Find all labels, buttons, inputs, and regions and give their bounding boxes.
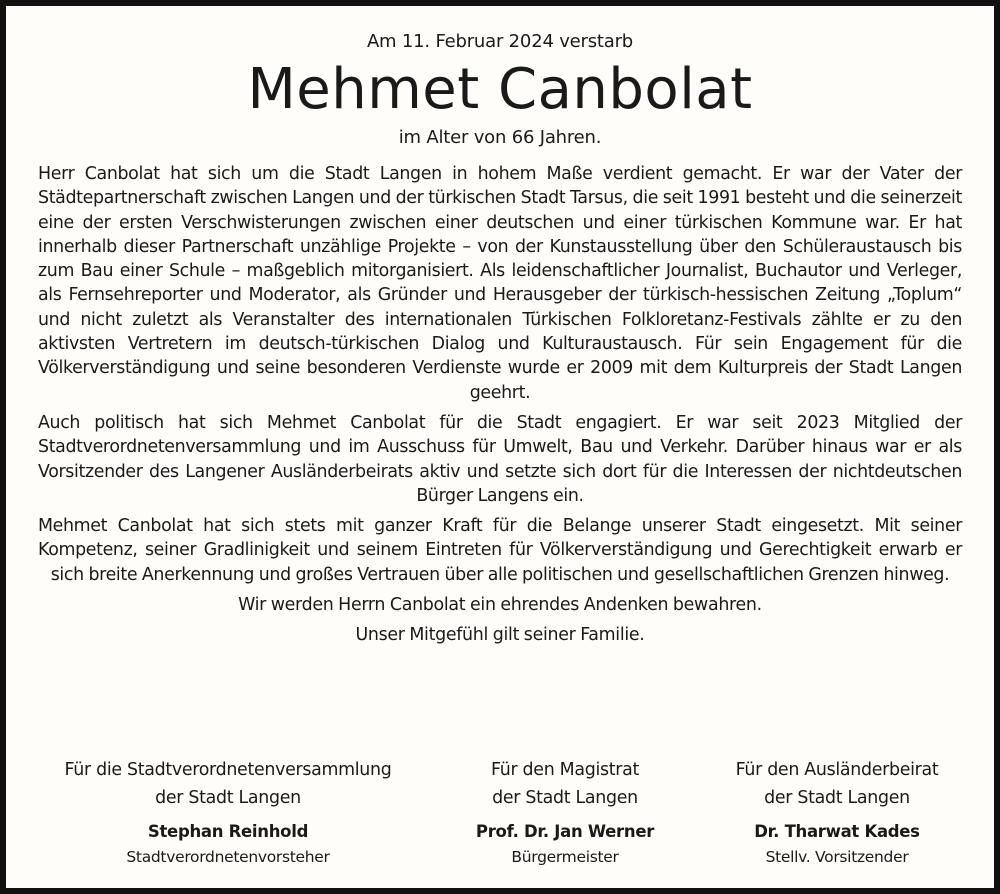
obituary-body [38,162,962,648]
paragraph-1: Herr Canbolat hat sich um die Stadt Langen in hohem Maße verdient gemacht. Er war der Vater der Städtepartnerschaft zwischen Langen und der türkischen Stadt Tarsus, die seit 1991 besteht und die seinerzeit eine der ersten Verschwisterungen zwischen einer deutschen und einer türkischen Kommune war. Er hat innerhalb dieser Partnerschaft unzählige Projekte – von der Kunstausstellung über den Schüleraustausch bis zum Bau einer Schule – maßgeblich mitorganisiert. Als leidenschaftlicher Journalist, Buchautor und Verleger, als Fernsehreporter und Moderator, als Gründer und Herausgeber der türkisch-hessischen Zeitung „Toplum“ und nicht zuletzt als Veranstalter des internationalen Türkischen Folkloretanz-Festivals zählte er zu den aktivsten Vertretern im deutsch-türkischen Dialog und Kulturaustausch. Für sein Engagement für die Völkerverständigung und seine besonderen Verdienste wurde er 2009 mit dem Kulturpreis der Stadt Langen geehrt. [38,164,962,403]
signature-line-1: Für den Magistrat [491,760,639,780]
signature-name: Stephan Reinhold [147,822,309,841]
paragraph-3: Mehmet Canbolat hat sich stets mit ganzer Kraft für die Belange unserer Stadt eingesetzt. Mit seiner Kompetenz, seiner Gradlinigkeit und seinem Eintreten für Völkerverständigung und Gerechtigkeit erwarb er sich breite Anerkennung und großes Vertrauen über alle politischen und gesellschaftlichen Grenzen hinweg. [38,516,962,585]
paragraph-2: Auch politisch hat sich Mehmet Canbolat für die Stadt engagiert. Er war seit 2023 Mitglied der Stadtverordnetenversammlung und im Ausschuss für Umwelt, Bau und Verkehr. Darüber hinaus war er als Vorsitzender des Langener Ausländerbeirats aktiv und setzte sich dort für die Interessen der nichtdeutschen Bürger Langens ein. [38,412,962,506]
signature-council [38,756,418,868]
intro-line: Am 11. Februar 2024 verstarb [366,31,634,52]
signature-role: Bürgermeister [511,848,619,866]
signature-role: Stadtverordnetenvorsteher [126,848,330,866]
signature-line-2: der Stadt Langen [764,788,910,808]
signature-magistrate [445,756,685,868]
signature-line-2: der Stadt Langen [492,788,638,808]
closing-line-1: Wir werden Herrn Canbolat ein ehrendes Andenken bewahren. [238,595,762,616]
signature-line-1: Für den Ausländerbeirat [735,760,939,780]
deceased-name: Mehmet Canbolat [247,57,753,122]
signature-foreigners-council [712,756,962,868]
signature-block [38,756,962,868]
signature-name: Prof. Dr. Jan Werner [475,822,655,841]
signature-name: Dr. Tharwat Kades [754,822,920,841]
signature-role: Stellv. Vorsitzender [765,848,909,866]
age-line: im Alter von 66 Jahren. [398,127,602,148]
closing-line-2: Unser Mitgefühl gilt seiner Familie. [355,625,645,646]
signature-line-2: der Stadt Langen [155,788,301,808]
signature-line-1: Für die Stadtverordnetenversammlung [64,760,392,780]
